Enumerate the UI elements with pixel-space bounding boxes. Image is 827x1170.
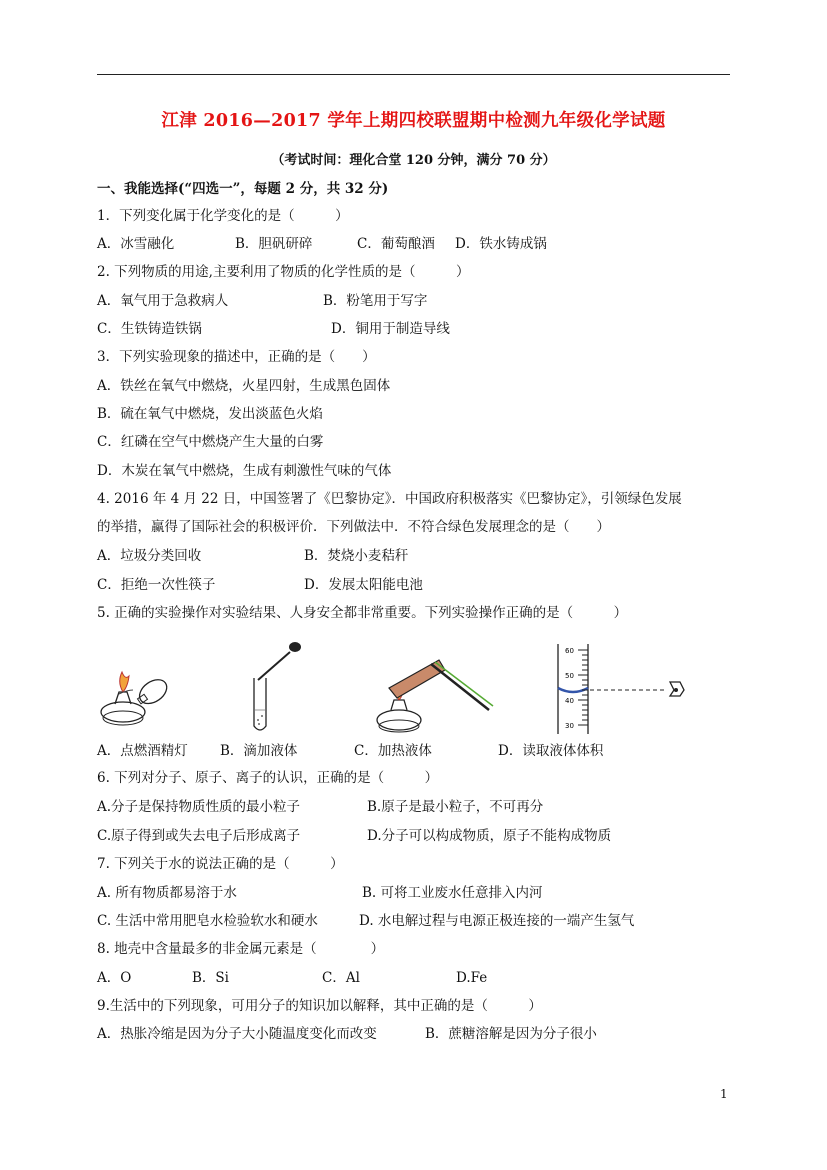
section-heading: 一、我能选择(“四选一”，每题 2 分，共 32 分) bbox=[97, 181, 389, 197]
option-d: D．铜用于制造导线 bbox=[331, 321, 450, 337]
option-c: C．葡萄酿酒 bbox=[357, 236, 435, 252]
option-c: C．生铁铸造铁锅 bbox=[97, 321, 202, 337]
option-d: D．读取液体体积 bbox=[498, 743, 604, 759]
question-7-options-cd bbox=[97, 912, 634, 930]
question-4-options-ab bbox=[97, 547, 408, 565]
cylinder-tick-50: 50 bbox=[565, 672, 574, 680]
option-b: B．滴加液体 bbox=[220, 743, 298, 759]
option-a: A．O bbox=[97, 970, 132, 986]
cylinder-tick-60: 60 bbox=[565, 647, 574, 655]
option-a: A．氧气用于急救病人 bbox=[97, 293, 229, 309]
question-1-options bbox=[97, 235, 547, 253]
header-rule bbox=[97, 74, 730, 75]
question-7-stem: 7. 下列关于水的说法正确的是（ ） bbox=[97, 856, 344, 872]
cylinder-tick-30: 30 bbox=[565, 722, 574, 730]
question-4-stem-line2: 的举措，赢得了国际社会的积极评价．下列做法中．不符合绿色发展理念的是（ ） bbox=[97, 519, 610, 535]
option-b: B．粉笔用于写字 bbox=[323, 293, 428, 309]
question-3-option-b: B．硫在氧气中燃烧，发出淡蓝色火焰 bbox=[97, 406, 323, 422]
option-d: D.Fe bbox=[456, 970, 488, 986]
question-4-options-cd bbox=[97, 576, 423, 594]
option-a: A．热胀冷缩是因为分子大小随温度变化而改变 bbox=[97, 1026, 377, 1042]
question-6-options-cd bbox=[97, 827, 611, 845]
question-5-figures bbox=[97, 638, 737, 738]
option-d: D．发展太阳能电池 bbox=[304, 577, 423, 593]
exam-title: 江津 2016—2017 学年上期四校联盟期中检测九年级化学试题 bbox=[161, 111, 666, 131]
page-number: 1 bbox=[720, 1087, 728, 1101]
question-4-stem-line1: 4. 2016 年 4 月 22 日，中国签署了《巴黎协定》．中国政府积极落实《巴黎协定》，引领绿色发展 bbox=[97, 491, 682, 507]
dropper-test-tube-figure bbox=[242, 638, 312, 738]
exam-subtitle: （考试时间：理化合堂 120 分钟，满分 70 分） bbox=[271, 153, 556, 168]
option-d: D.分子可以构成物质，原子不能构成物质 bbox=[367, 828, 612, 844]
option-c: C. 生活中常用肥皂水检验软水和硬水 bbox=[97, 913, 318, 929]
question-8-options bbox=[97, 969, 487, 987]
option-a: A．点燃酒精灯 bbox=[97, 743, 188, 759]
option-c: C．拒绝一次性筷子 bbox=[97, 577, 216, 593]
alcohol-lamp-lighting-figure bbox=[97, 660, 177, 732]
option-d: D. 水电解过程与电源正极连接的一端产生氢气 bbox=[359, 913, 635, 929]
option-b: B．焚烧小麦秸秆 bbox=[304, 548, 409, 564]
question-8-stem: 8. 地壳中含量最多的非金属元素是（ ） bbox=[97, 941, 385, 957]
question-2-options-cd bbox=[97, 320, 450, 338]
heating-liquid-figure bbox=[369, 648, 499, 738]
question-3-stem: 3．下列实验现象的描述中，正确的是（ ） bbox=[97, 349, 376, 365]
option-d: D．铁水铸成锅 bbox=[455, 236, 547, 252]
option-c: C.原子得到或失去电子后形成离子 bbox=[97, 828, 301, 844]
question-3-option-a: A．铁丝在氧气中燃烧，火星四射，生成黑色固体 bbox=[97, 378, 391, 394]
option-c: C．加热液体 bbox=[354, 743, 432, 759]
question-9-stem: 9.生活中的下列现象，可用分子的知识加以解释，其中正确的是（ ） bbox=[97, 998, 542, 1014]
question-7-options-ab bbox=[97, 884, 543, 902]
question-9-options-ab bbox=[97, 1025, 597, 1043]
question-5-stem: 5. 正确的实验操作对实验结果、人身安全都非常重要。下列实验操作正确的是（ ） bbox=[97, 605, 628, 621]
option-a: A．冰雪融化 bbox=[97, 236, 175, 252]
question-1-stem: 1．下列变化属于化学变化的是（ ） bbox=[97, 208, 349, 224]
question-5-options bbox=[97, 742, 603, 760]
option-b: B.原子是最小粒子，不可再分 bbox=[367, 799, 544, 815]
question-3-option-c: C．红磷在空气中燃烧产生大量的白雾 bbox=[97, 434, 324, 450]
cylinder-tick-40: 40 bbox=[565, 697, 574, 705]
option-b: B. 可将工业废水任意排入内河 bbox=[362, 885, 543, 901]
graduated-cylinder-figure bbox=[554, 638, 704, 738]
question-6-stem: 6. 下列对分子、原子、离子的认识，正确的是（ ） bbox=[97, 770, 439, 786]
option-a: A.分子是保持物质性质的最小粒子 bbox=[97, 799, 301, 815]
option-b: B．Si bbox=[192, 970, 229, 986]
option-b: B．胆矾研碎 bbox=[235, 236, 313, 252]
question-2-options-ab bbox=[97, 292, 427, 310]
option-a: A. 所有物质都易溶于水 bbox=[97, 885, 237, 901]
question-2-stem: 2. 下列物质的用途,主要利用了物质的化学性质的是（ ） bbox=[97, 264, 470, 280]
option-c: C．Al bbox=[322, 970, 360, 986]
option-a: A．垃圾分类回收 bbox=[97, 548, 202, 564]
option-b: B．蔗糖溶解是因为分子很小 bbox=[425, 1026, 597, 1042]
question-6-options-ab bbox=[97, 798, 543, 816]
question-3-option-d: D．木炭在氧气中燃烧，生成有刺激性气味的气体 bbox=[97, 463, 392, 479]
